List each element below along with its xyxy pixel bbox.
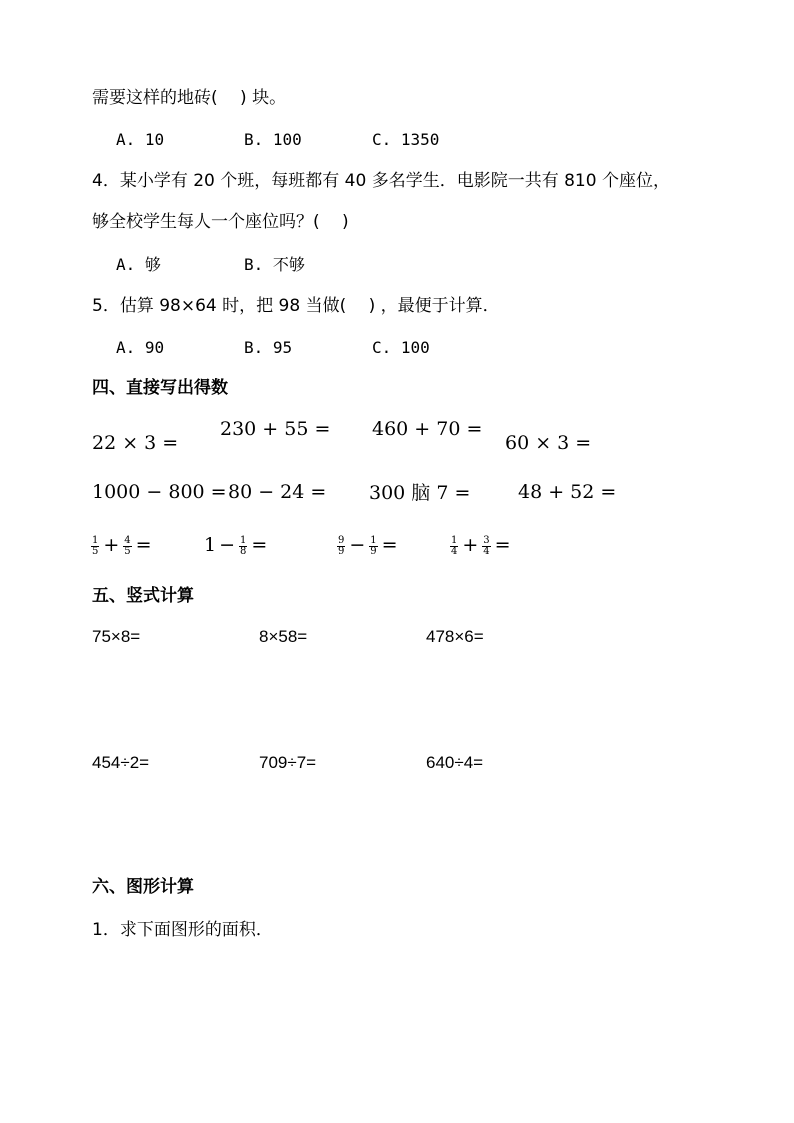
q5-line-1: 5．估算 98×64 时，把 98 当做( ) ，最便于计算．: [92, 296, 500, 316]
fraction-denominator: 4: [451, 545, 458, 557]
fraction-item: [336, 534, 401, 557]
operator: +: [103, 534, 120, 556]
fraction-numerator: 4: [124, 534, 131, 546]
q4-option-b: B. 不够: [244, 255, 305, 274]
fraction-numerator: 1: [451, 534, 458, 546]
equals-sign: =: [381, 534, 398, 556]
operator: −: [349, 534, 366, 556]
section6-heading: 六、图形计算: [92, 877, 194, 897]
fraction-denominator: 8: [240, 545, 247, 557]
operator: −: [219, 534, 236, 556]
equals-sign: =: [251, 534, 268, 556]
q4-option-a: A. 够: [116, 255, 161, 274]
fraction-numerator: 1: [240, 534, 247, 546]
vertical-calc-item: 75×8=: [92, 627, 141, 646]
mental-math-item: 22 × 3 =: [92, 432, 179, 454]
fraction: [337, 536, 345, 557]
fraction: [369, 536, 377, 557]
mental-math-item: 60 × 3 =: [505, 432, 592, 454]
equals-sign: =: [494, 534, 511, 556]
q5-option-b: B. 95: [244, 338, 293, 357]
mental-math-item: 1000 − 800 =: [92, 481, 227, 503]
fraction-denominator: 9: [370, 545, 377, 557]
whole-number: 1: [204, 534, 217, 556]
q5-option-c: C. 100: [372, 338, 430, 357]
fraction: [239, 536, 247, 557]
fraction-item: [90, 534, 155, 557]
mental-math-item: 300 脑 7 =: [369, 482, 471, 504]
fraction-numerator: 3: [483, 534, 490, 546]
fraction-item: [204, 534, 270, 557]
q4-line-2: 够全校学生每人一个座位吗？( ): [92, 212, 349, 232]
fraction-denominator: 5: [124, 545, 131, 557]
fraction-denominator: 9: [338, 545, 345, 557]
q4-line-1: 4．某小学有 20 个班，每班都有 40 多名学生．电影院一共有 810 个座位，: [92, 171, 670, 191]
fraction: [91, 536, 99, 557]
vertical-calc-item: 454÷2=: [92, 753, 150, 772]
mental-math-item: 48 + 52 =: [518, 481, 617, 503]
vertical-calc-item: 709÷7=: [259, 753, 317, 772]
vertical-calc-item: 478×6=: [426, 627, 484, 646]
q3-option-a: A. 10: [116, 130, 165, 149]
fraction: [123, 536, 131, 557]
vertical-calc-item: 8×58=: [259, 627, 308, 646]
fraction-item: [449, 534, 514, 557]
fraction: [482, 536, 490, 557]
section6-question-1: 1．求下面图形的面积．: [92, 920, 273, 940]
fraction-denominator: 5: [92, 545, 99, 557]
q3-option-c: C. 1350: [372, 130, 440, 149]
fraction-numerator: 1: [92, 534, 99, 546]
fraction: [450, 536, 458, 557]
mental-math-item: 230 + 55 =: [220, 418, 331, 440]
fraction-numerator: 1: [370, 534, 377, 546]
operator: +: [462, 534, 479, 556]
q5-option-a: A. 90: [116, 338, 165, 357]
section5-heading: 五、竖式计算: [92, 586, 194, 606]
q3-continuation: 需要这样的地砖( ) 块。: [92, 88, 287, 108]
fraction-denominator: 4: [483, 545, 490, 557]
equals-sign: =: [135, 534, 152, 556]
q3-option-b: B. 100: [244, 130, 302, 149]
vertical-calc-item: 640÷4=: [426, 753, 484, 772]
mental-math-item: 80 − 24 =: [228, 481, 327, 503]
mental-math-item: 460 + 70 =: [372, 418, 483, 440]
section4-heading: 四、直接写出得数: [92, 378, 228, 398]
fraction-numerator: 9: [338, 534, 345, 546]
